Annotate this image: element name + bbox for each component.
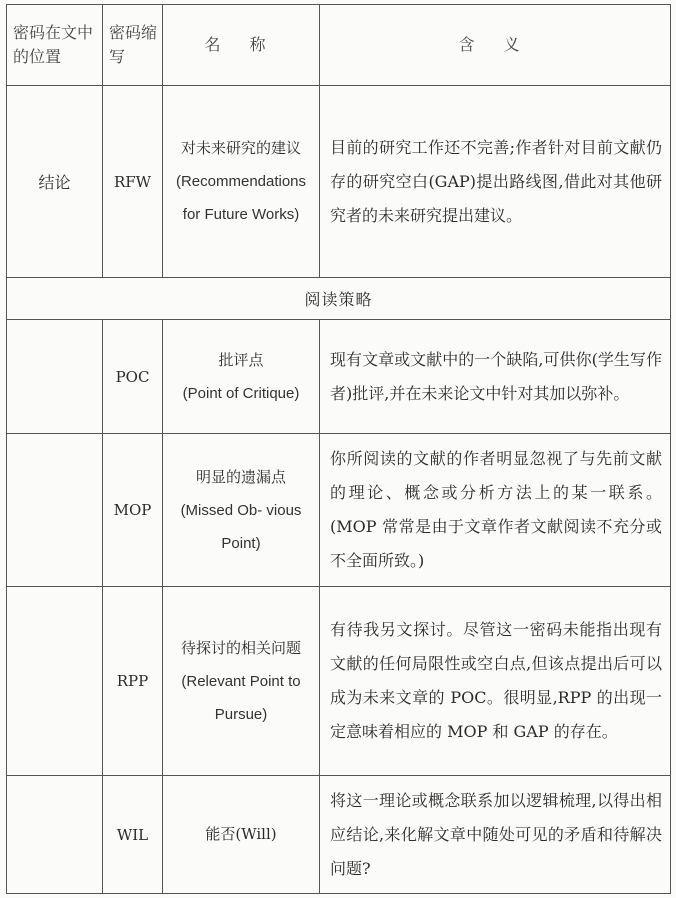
row-position <box>7 434 103 587</box>
row-abbr: WIL <box>103 776 163 894</box>
row-name <box>163 776 320 894</box>
row-meaning: 目前的研究工作还不完善;作者针对目前文献仍存的研究空白(GAP)提出路线图,借此对其他研究者的未来研究提出建议。 <box>320 86 671 278</box>
table-row <box>7 587 671 776</box>
row-name-en: (Missed Ob- vious Point) <box>180 501 302 552</box>
row-meaning: 将这一理论或概念联系加以逻辑梳理,以得出相应结论,来化解文章中随处可见的矛盾和待解决问题? <box>320 776 671 894</box>
row-abbr: POC <box>103 320 163 434</box>
row-name-cn: 能否(Will) <box>205 825 277 843</box>
row-name <box>163 86 320 278</box>
table-row <box>7 434 671 587</box>
row-name-en: (Recommendations for Future Works) <box>175 173 307 223</box>
row-abbr: RPP <box>103 587 163 776</box>
row-meaning: 有待我另文探讨。尽管这一密码未能指出现有文献的任何局限性或空白点,但该点提出后可以成为未来文章的 POC。很明显,RPP 的出现一定意味着相应的 MOP 和 GAP 的存在。 <box>320 587 671 776</box>
table-header-row <box>7 5 671 86</box>
row-position <box>7 587 103 776</box>
row-name <box>163 587 320 776</box>
table-row <box>7 320 671 434</box>
row-position <box>7 320 103 434</box>
section-row <box>7 278 671 320</box>
reading-code-table <box>6 4 671 894</box>
row-name <box>163 434 320 587</box>
header-position: 密码在文中的位置 <box>7 5 103 86</box>
section-title: 阅读策略 <box>7 278 671 320</box>
header-name: 名 称 <box>163 5 320 86</box>
row-position <box>7 776 103 894</box>
row-name-cn: 待探讨的相关问题 <box>180 638 301 657</box>
row-meaning: 现有文章或文献中的一个缺陷,可供你(学生写作者)批评,并在未来论文中针对其加以弥补。 <box>320 320 671 434</box>
row-position: 结论 <box>7 86 103 278</box>
row-name-en: (Relevant Point to Pursue) <box>181 672 301 723</box>
header-meaning: 含 义 <box>320 5 671 86</box>
row-name-en: (Point of Critique) <box>182 384 300 402</box>
table-row <box>7 776 671 894</box>
row-abbr: RFW <box>103 86 163 278</box>
row-meaning: 你所阅读的文献的作者明显忽视了与先前文献的理论、概念或分析方法上的某一联系。(MOP 常常是由于文章作者文献阅读不充分或不全面所致。) <box>320 434 671 587</box>
row-name-cn: 批评点 <box>218 350 264 369</box>
row-abbr: MOP <box>103 434 163 587</box>
row-name <box>163 320 320 434</box>
row-name-cn: 对未来研究的建议 <box>180 139 301 157</box>
row-name-cn: 明显的遗漏点 <box>195 467 286 486</box>
table-row <box>7 86 671 278</box>
header-abbr: 密码缩写 <box>103 5 163 86</box>
